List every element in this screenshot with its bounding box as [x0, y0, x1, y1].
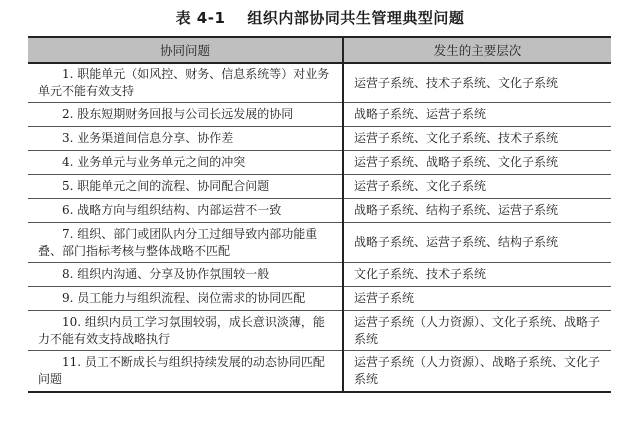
table-row: [28, 175, 611, 199]
table-row: [28, 287, 611, 311]
levels-cell: 运营子系统、文化子系统、技术子系统: [343, 127, 611, 151]
levels-cell: 战略子系统、结构子系统、运营子系统: [343, 199, 611, 223]
levels-cell: 运营子系统（人力资源）、战略子系统、文化子系统: [343, 351, 611, 393]
problem-cell: 1. 职能单元（如风控、财务、信息系统等）对业务单元不能有效支持: [28, 63, 343, 103]
levels-cell: 运营子系统、战略子系统、文化子系统: [343, 151, 611, 175]
problem-cell: 11. 员工不断成长与组织持续发展的动态协同匹配问题: [28, 351, 343, 393]
table-title: 组织内部协同共生管理典型问题: [247, 9, 465, 27]
levels-cell: 运营子系统、文化子系统: [343, 175, 611, 199]
problem-cell: 3. 业务渠道间信息分享、协作差: [28, 127, 343, 151]
table-header-row: [28, 37, 611, 63]
header-problem: 协同问题: [28, 37, 343, 63]
problems-table: [28, 36, 611, 393]
table-row: [28, 311, 611, 351]
problem-cell: 5. 职能单元之间的流程、协同配合问题: [28, 175, 343, 199]
table-row: [28, 103, 611, 127]
levels-cell: 战略子系统、运营子系统、结构子系统: [343, 223, 611, 263]
problem-cell: 2. 股东短期财务回报与公司长远发展的协同: [28, 103, 343, 127]
table-row: [28, 127, 611, 151]
problem-cell: 8. 组织内沟通、分享及协作氛围较一般: [28, 263, 343, 287]
levels-cell: 运营子系统、技术子系统、文化子系统: [343, 63, 611, 103]
table-row: [28, 63, 611, 103]
table-row: [28, 263, 611, 287]
levels-cell: 战略子系统、运营子系统: [343, 103, 611, 127]
table-row: [28, 151, 611, 175]
table-row: [28, 199, 611, 223]
problem-cell: 10. 组织内员工学习氛围较弱，成长意识淡薄，能力不能有效支持战略执行: [28, 311, 343, 351]
levels-cell: 运营子系统: [343, 287, 611, 311]
levels-cell: 运营子系统（人力资源）、文化子系统、战略子系统: [343, 311, 611, 351]
table-row: [28, 223, 611, 263]
problem-cell: 4. 业务单元与业务单元之间的冲突: [28, 151, 343, 175]
table-caption: [0, 6, 640, 30]
problem-cell: 7. 组织、部门或团队内分工过细导致内部功能重叠、部门指标考核与整体战略不匹配: [28, 223, 343, 263]
table-number: 表 4-1: [175, 9, 226, 27]
problem-cell: 6. 战略方向与组织结构、内部运营不一致: [28, 199, 343, 223]
table-row: [28, 351, 611, 393]
header-levels: 发生的主要层次: [343, 37, 611, 63]
levels-cell: 文化子系统、技术子系统: [343, 263, 611, 287]
problem-cell: 9. 员工能力与组织流程、岗位需求的协同匹配: [28, 287, 343, 311]
